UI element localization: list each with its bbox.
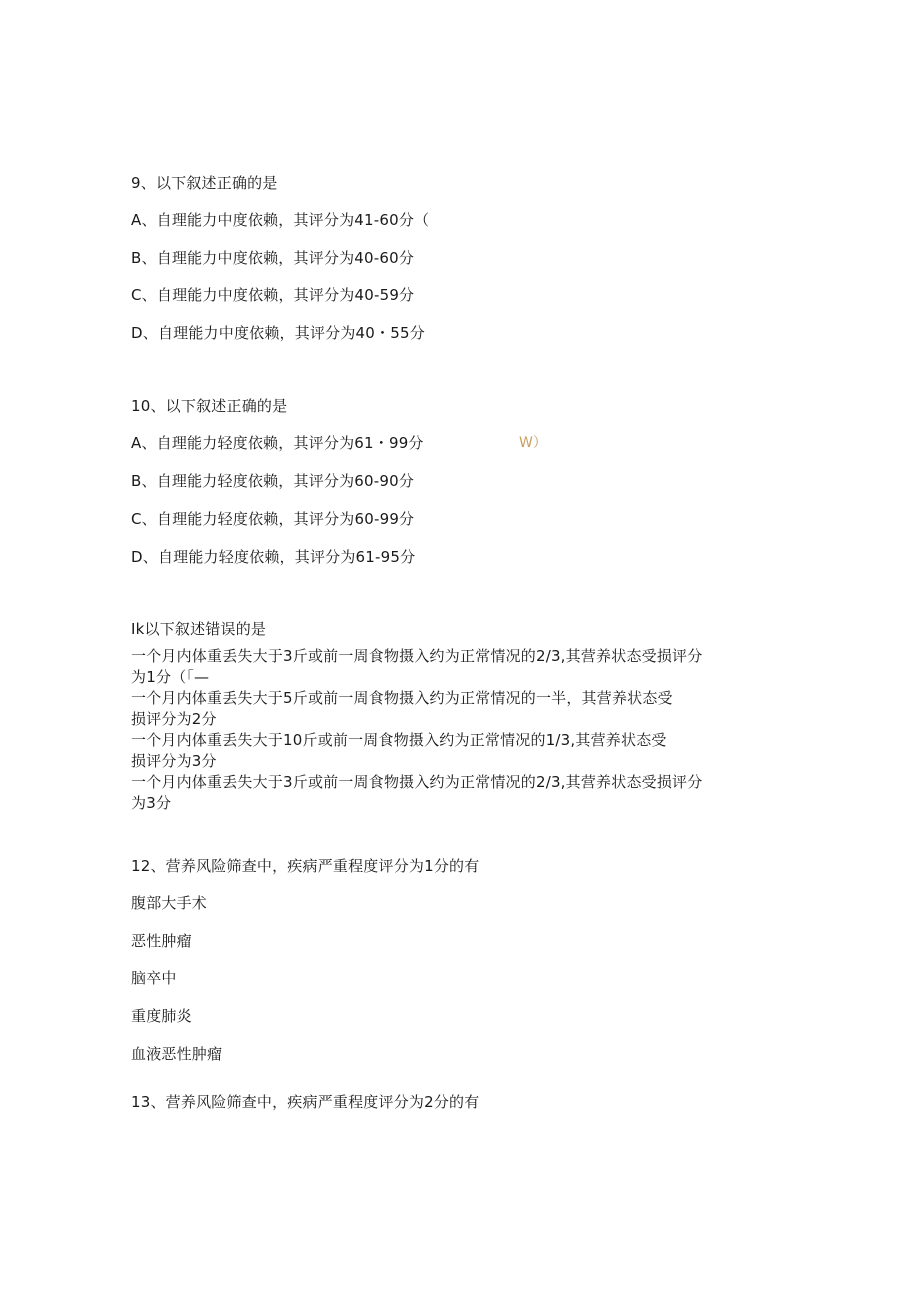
question-12-option: 血液恶性肿瘤 <box>131 1045 223 1063</box>
question-10-option-d: D、自理能力轻度依赖，其评分为61-95分 <box>131 548 416 566</box>
question-11-option-line: 一个月内体重丢失大于3斤或前一周食物摄入约为正常情况的2/3,其营养状态受损评分 <box>131 773 703 791</box>
question-9-option-d: D、自理能力中度依赖，其评分为40・55分 <box>131 324 425 342</box>
question-11-option-line: 损评分为2分 <box>131 710 217 728</box>
question-11-option-line: 为3分 <box>131 794 172 812</box>
question-11-option-line: 为1分（「— <box>131 668 210 686</box>
question-9-option-b: B、自理能力中度依赖，其评分为40-60分 <box>131 249 415 267</box>
question-12-option: 腹部大手术 <box>131 894 208 912</box>
question-10-option-c: C、自理能力轻度依赖，其评分为60-99分 <box>131 510 415 528</box>
question-13-stem: 13、营养风险筛查中，疾病严重程度评分为2分的有 <box>131 1093 480 1111</box>
question-10-stem: 10、以下叙述正确的是 <box>131 397 288 415</box>
question-11-option-line: 一个月内体重丢失大于5斤或前一周食物摄入约为正常情况的一半，其营养状态受 <box>131 689 673 707</box>
question-12-option: 重度肺炎 <box>131 1007 192 1025</box>
question-11-stem: Ik以下叙述错误的是 <box>131 620 267 638</box>
question-9-option-a: A、自理能力中度依赖，其评分为41-60分（ <box>131 211 430 229</box>
question-12-stem: 12、营养风险筛查中，疾病严重程度评分为1分的有 <box>131 857 480 875</box>
question-10-option-b: B、自理能力轻度依赖，其评分为60-90分 <box>131 472 415 490</box>
question-9-option-c: C、自理能力中度依赖，其评分为40-59分 <box>131 286 415 304</box>
question-10-answer-mark: W） <box>519 435 547 451</box>
question-9-stem: 9、以下叙述正确的是 <box>131 174 278 192</box>
question-11-option-line: 损评分为3分 <box>131 752 217 770</box>
question-11-option-line: 一个月内体重丢失大于3斤或前一周食物摄入约为正常情况的2/3,其营养状态受损评分 <box>131 647 703 665</box>
question-10-option-a: A、自理能力轻度依赖，其评分为61・99分 <box>131 434 424 452</box>
question-12-option: 脑卒中 <box>131 969 177 987</box>
question-12-option: 恶性肿瘤 <box>131 932 192 950</box>
question-11-option-line: 一个月内体重丢失大于10斤或前一周食物摄入约为正常情况的1/3,其营养状态受 <box>131 731 667 749</box>
